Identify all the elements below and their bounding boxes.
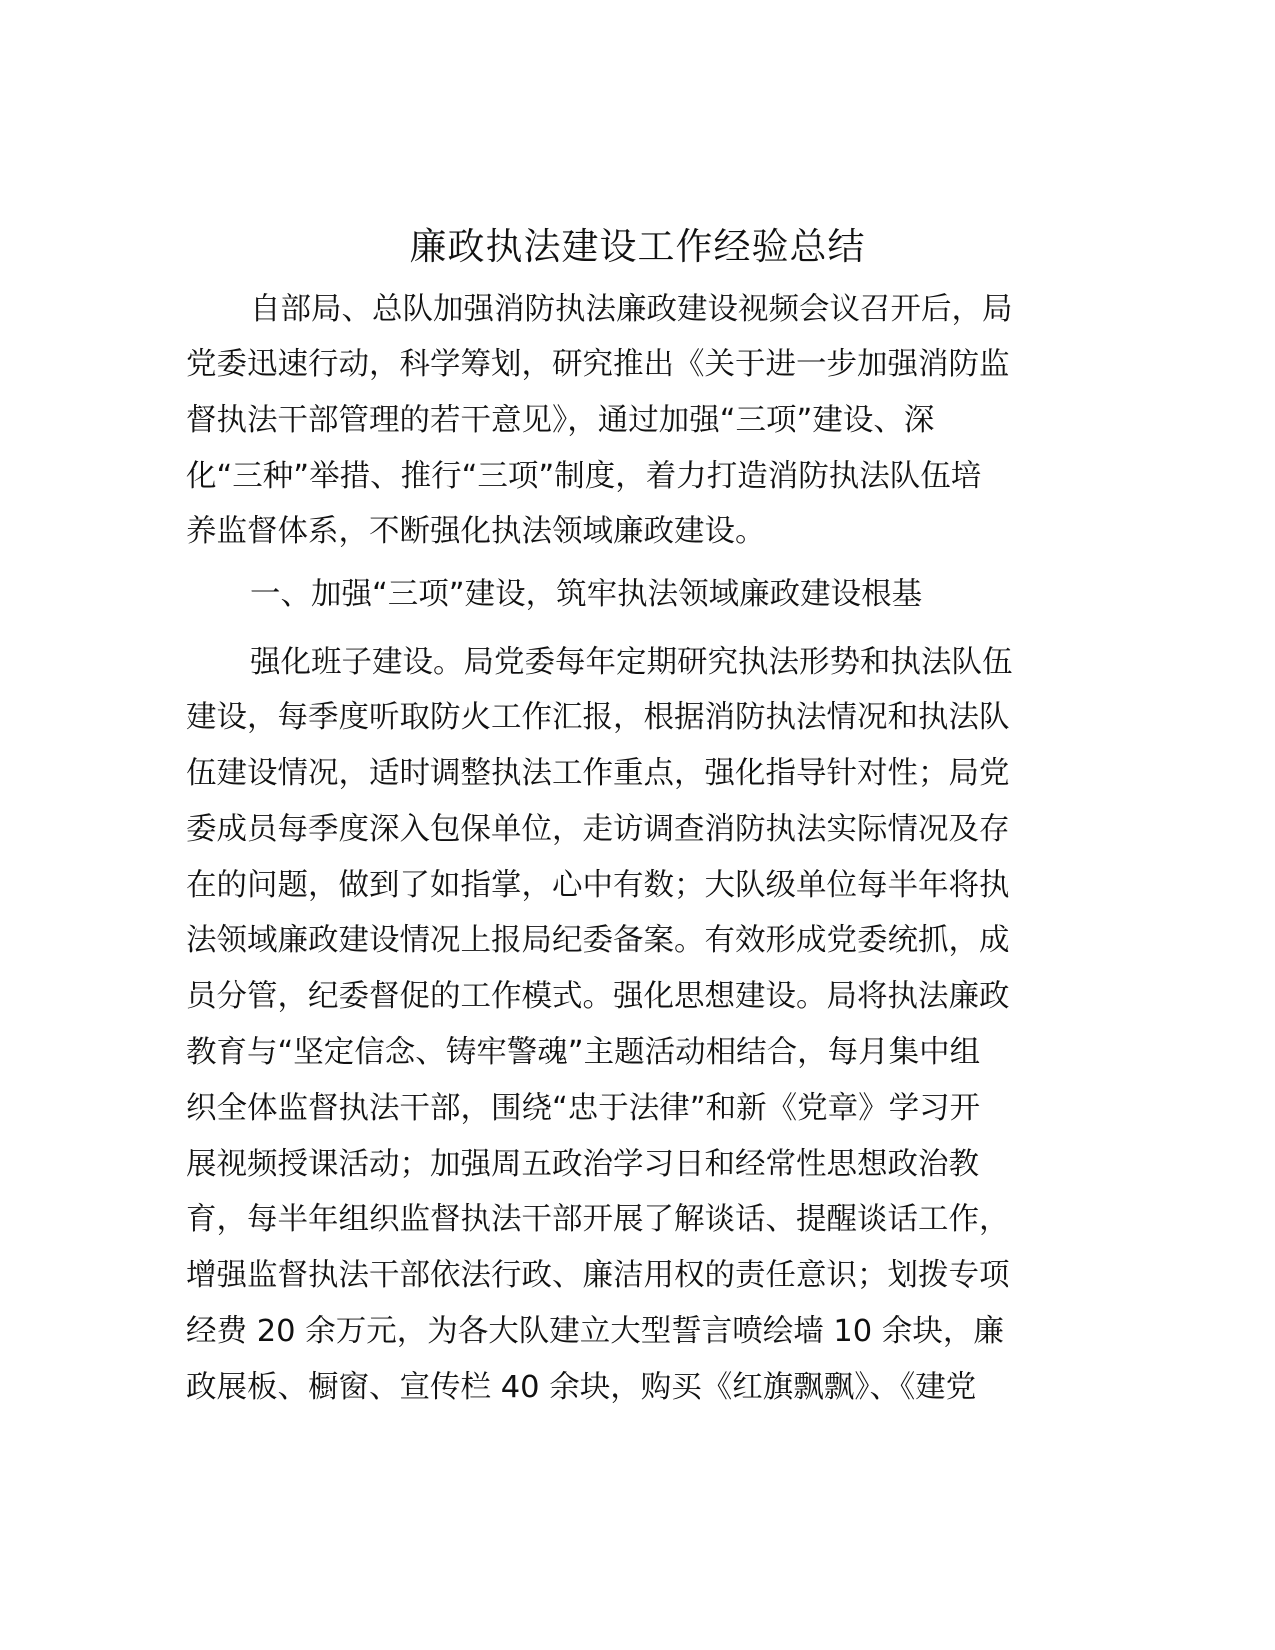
paragraph-line: 展视频授课活动；加强周五政治学习日和经常性思想政治教: [186, 1147, 979, 1182]
paragraph-line: 建设，每季度听取防火工作汇报，根据消防执法情况和执法队: [186, 700, 1010, 735]
paragraph-line: 伍建设情况，适时调整执法工作重点，强化指导针对性；局党: [186, 756, 1010, 791]
paragraph-line: 养监督体系，不断强化执法领域廉政建设。: [186, 514, 766, 549]
paragraph-line: 法领域廉政建设情况上报局纪委备案。有效形成党委统抓，成: [186, 923, 1010, 958]
paragraph-line: 教育与“坚定信念、铸牢警魂”主题活动相结合，每月集中组: [186, 1035, 981, 1070]
paragraph-line: 强化班子建设。局党委每年定期研究执法形势和执法队伍: [250, 645, 1013, 680]
paragraph-line: 育，每半年组织监督执法干部开展了解谈话、提醒谈话工作，: [186, 1202, 1010, 1237]
paragraph-line: 督执法干部管理的若干意见》，通过加强“三项”建设、深: [186, 403, 935, 438]
section-heading: 一、加强“三项”建设，筑牢执法领域廉政建设根基: [250, 577, 923, 612]
paragraph-line: 增强监督执法干部依法行政、廉洁用权的责任意识；划拨专项: [186, 1258, 1010, 1293]
paragraph-line: 经费 20 余万元，为各大队建立大型誓言喷绘墙 10 余块，廉: [186, 1314, 1004, 1349]
paragraph-line: 员分管，纪委督促的工作模式。强化思想建设。局将执法廉政: [186, 979, 1010, 1014]
document-title: 廉政执法建设工作经验总结: [409, 225, 866, 268]
paragraph-line: 在的问题，做到了如指掌，心中有数；大队级单位每半年将执: [186, 868, 1010, 903]
paragraph-line: 自部局、总队加强消防执法廉政建设视频会议召开后，局: [250, 292, 1013, 327]
paragraph-line: 委成员每季度深入包保单位，走访调查消防执法实际情况及存: [186, 812, 1010, 847]
paragraph-line: 化“三种”举措、推行“三项”制度，着力打造消防执法队伍培: [186, 459, 982, 494]
paragraph-line: 政展板、橱窗、宣传栏 40 余块，购买《红旗飘飘》、《建党: [186, 1370, 977, 1405]
paragraph-line: 织全体监督执法干部，围绕“忠于法律”和新《党章》学习开: [186, 1091, 981, 1126]
paragraph-line: 党委迅速行动，科学筹划，研究推出《关于进一步加强消防监: [186, 347, 1010, 382]
